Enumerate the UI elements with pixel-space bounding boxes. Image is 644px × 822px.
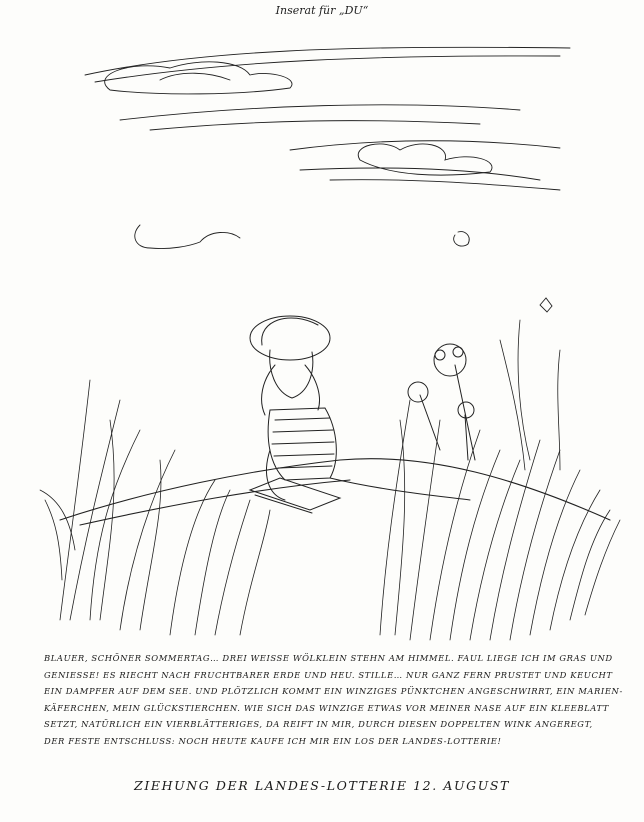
- umbel-flower-sketch: [408, 344, 475, 460]
- cloud-sketch-middle: [290, 141, 560, 190]
- body-text-line: KÄFERCHEN, MEIN GLÜCKSTIERCHEN. WIE SICH DAS WINZIGE ETWAS VOR MEINER NASE AUF EIN KLEEBLATT: [44, 702, 609, 713]
- lottery-tagline: ZIEHUNG DER LANDES-LOTTERIE 12. AUGUST: [134, 778, 510, 793]
- body-text-line: DER FESTE ENTSCHLUSS: NOCH HEUTE KAUFE ICH MIR EIN LOS DER LANDES-LOTTERIE!: [44, 735, 502, 746]
- body-text-line: SETZT, NATÜRLICH EIN VIERBLÄTTERIGES, DA REIFT IN MIR, DURCH DIESEN DOPPELTEN WINK ANGEREGT,: [44, 719, 593, 729]
- body-text-line: BLAUER, SCHÖNER SOMMERTAG… DREI WEISSE WÖLKLEIN STEHN AM HIMMEL. FAUL LIEGE ICH IM GRAS UND: [44, 653, 613, 663]
- grass-strokes: [40, 320, 620, 640]
- page-header: Inserat für „DU“: [275, 4, 369, 17]
- hill-outline: [60, 459, 610, 525]
- cloud-sketch-top: [85, 47, 570, 130]
- advertisement-body-text: [44, 650, 623, 749]
- girl-reading-figure: [250, 316, 470, 513]
- body-text-line: GENIESSE! ES RIECHT NACH FRUCHTBARER ERDE UND HEU. STILLE… NUR GANZ FERN PRUSTET UND KEUCHT: [44, 669, 613, 680]
- cloud-sketch-small: [135, 225, 552, 312]
- meadow-illustration: [0, 20, 644, 650]
- body-text-line: EIN DAMPFER AUF DEM SEE. UND PLÖTZLICH KOMMT EIN WINZIGES PÜNKTCHEN ANGESCHWIRRT, EIN MARIEN-: [44, 686, 623, 696]
